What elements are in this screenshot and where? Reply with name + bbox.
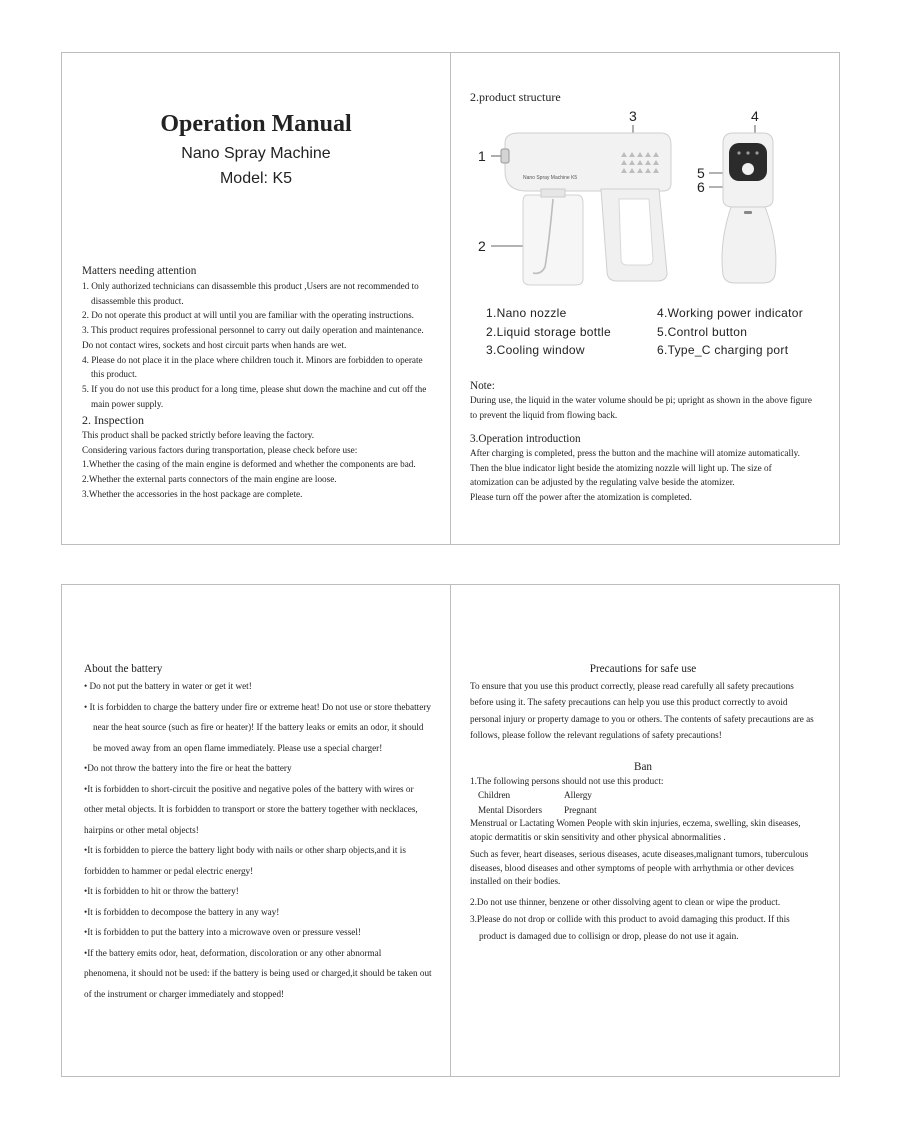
ban-line: Menstrual or Lactating Women People with skin injuries, eczema, swelling, skin diseases,	[470, 818, 801, 828]
attention-line: this product.	[91, 369, 137, 380]
precautions-text	[470, 678, 835, 743]
ban-line: atopic dermatitis or skin sensitivity and other physical abnormalities .	[470, 831, 726, 842]
attention-list	[82, 279, 442, 411]
battery-list	[84, 676, 446, 1004]
battery-line: •If the battery emits odor, heat, deformation, discoloration or any other abnormal	[84, 947, 382, 958]
bottom-spread	[61, 584, 840, 1077]
precautions-line: personal injury or property damage to you or others. The contents of safety precautions are as	[470, 713, 814, 724]
ban-person: Children	[478, 790, 511, 800]
device-label: Nano Spray Machine K5	[523, 175, 578, 181]
battery-line: forbidden to hammer or pedal electric energy!	[84, 865, 254, 876]
precautions-heading: Precautions for safe use	[589, 663, 697, 675]
battery-line: phenomena, it should not be used: if the battery is being used or charged,it should be taken out	[84, 968, 432, 978]
callout-6: 6	[697, 179, 705, 195]
attention-line: 2. Do not operate this product at will until you are familiar with the operating instructions.	[82, 310, 414, 321]
inspection-list	[82, 428, 442, 502]
inspection-line: Considering various factors during transportation, please check before use:	[82, 444, 358, 455]
ban-person: Mental Disorders	[478, 804, 543, 815]
page-structure	[451, 53, 839, 544]
page-cover	[62, 53, 450, 544]
product-illustration	[461, 103, 791, 293]
part-item: 6.Type_C charging port	[657, 343, 789, 357]
inspection-line: 3.Whether the accessories in the host package are complete.	[82, 488, 303, 499]
battery-line: near the heat source (such as fire or heater)! If the battery leaks or emits an odor, it should	[93, 722, 424, 732]
page-precautions	[451, 585, 839, 1076]
battery-line: • It is forbidden to charge the battery under fire or extreme heat! Do not use or store thebattery	[84, 701, 431, 712]
ban-person: Allergy	[564, 790, 592, 800]
battery-heading: About the battery	[84, 663, 163, 675]
attention-heading: Matters needing attention	[82, 265, 197, 277]
part-item: 3.Cooling window	[486, 343, 585, 357]
note-line: During use, the liquid in the water volume should be pi; upright as shown in the above figure	[470, 395, 812, 405]
ban-line: Such as fever, heart diseases, serious diseases, acute diseases,malignant tumors, tuberculous	[470, 849, 809, 860]
product-name: Nano Spray Machine	[181, 145, 331, 162]
part-item: 5.Control button	[657, 324, 748, 339]
attention-line: 4. Please do not place it in the place where children touch it. Minors are forbidden to operate	[82, 354, 423, 365]
operation-heading: 3.Operation introduction	[470, 433, 581, 445]
top-spread	[61, 52, 840, 545]
inspection-line: This product shall be packed strictly before leaving the factory.	[82, 430, 315, 440]
callout-1: 1	[478, 148, 486, 164]
note-heading: Note:	[470, 380, 495, 392]
battery-line: • Do not put the battery in water or get it wet!	[84, 681, 252, 691]
battery-line: •It is forbidden to pierce the battery light body with nails or other sharp objects,and it is	[84, 845, 406, 855]
inspection-line: 1.Whether the casing of the main engine is deformed and whether the components are bad.	[82, 459, 416, 470]
ban-item-3: 3.Please do not drop or collide with this product to avoid damaging this product. If this	[470, 913, 790, 924]
ban-item-3-cont: product is damaged due to collisign or drop, please do not use it again.	[479, 930, 739, 941]
battery-line: •Do not throw the battery into the fire or heat the battery	[84, 763, 292, 773]
callout-5: 5	[697, 165, 705, 181]
ban-text	[470, 817, 835, 945]
operation-line: Then the blue indicator light beside the atomizing nozzle will light up. The size of	[470, 462, 772, 473]
structure-heading: 2.product structure	[470, 90, 561, 104]
ban-intro: 1.The following persons should not use this product:	[470, 776, 664, 786]
ban-item-2: 2.Do not use thinner, benzene or other dissolving agent to clean or wipe the product.	[470, 896, 781, 907]
battery-line: •It is forbidden to short-circuit the positive and negative poles of the battery with wires or	[84, 783, 414, 794]
ban-persons	[478, 788, 678, 817]
page-battery	[62, 585, 450, 1076]
parts-col-left	[486, 304, 611, 360]
battery-line: •It is forbidden to decompose the battery in any way!	[84, 906, 280, 917]
operation-line: atomization can be adjusted by the regulating valve beside the atomizer.	[470, 477, 735, 488]
precautions-line: before using it. The safety precautions can help you use this product correctly to avoid	[470, 697, 788, 708]
callout-2: 2	[478, 238, 486, 254]
inspection-heading: 2. Inspection	[82, 413, 144, 427]
manual-title: Operation Manual	[160, 111, 352, 137]
part-item: 1.Nano nozzle	[486, 306, 567, 320]
attention-line: 3. This product requires professional personnel to carry out daily operation and maintenance.	[82, 325, 424, 336]
battery-line: hairpins or other metal objects!	[84, 824, 199, 835]
callout-3: 3	[629, 108, 637, 124]
operation-text	[470, 446, 835, 505]
ban-person: Pregnant	[564, 804, 597, 815]
model-label: Model: K5	[219, 170, 293, 187]
attention-line: 1. Only authorized technicians can disassemble this product ,Users are not recommended to	[82, 281, 419, 291]
battery-line: •It is forbidden to put the battery into a microwave oven or pressure vessel!	[84, 927, 361, 937]
battery-line: other metal objects. It is forbidden to transport or store the battery together with necklaces,	[84, 804, 418, 814]
note-line: to prevent the liquid from flowing back.	[470, 409, 618, 420]
parts-col-right	[657, 304, 803, 360]
part-item: 4.Working power indicator	[657, 306, 804, 320]
ban-line: installed on their bodies.	[470, 876, 561, 887]
precautions-line: To ensure that you use this product correctly, please read carefully all safety precautions	[470, 681, 794, 691]
inspection-line: 2.Whether the external parts connectors of the main engine are loose.	[82, 474, 337, 485]
operation-line: After charging is completed, press the button and the machine will atomize automatically.	[470, 448, 800, 458]
attention-line: Do not contact wires, sockets and host circuit parts when hands are wet.	[82, 339, 347, 350]
callout-4: 4	[751, 108, 759, 124]
precautions-line: follows, please follow the relevant regulations of safety precautions!	[470, 729, 722, 740]
attention-line: 5. If you do not use this product for a long time, please shut down the machine and cut off the	[82, 383, 427, 394]
battery-line: •It is forbidden to hit or throw the battery!	[84, 886, 239, 896]
ban-line: diseases, blood diseases and other symptoms of people with arrhythmia or other devices	[470, 862, 794, 873]
attention-line: disassemble this product.	[91, 295, 184, 306]
battery-line: of the instrument or charger immediately and stopped!	[84, 988, 285, 999]
ban-heading: Ban	[633, 761, 653, 773]
part-item: 2.Liquid storage bottle	[486, 324, 611, 339]
battery-line: be moved away from an open flame immediately. Please use a special charger!	[93, 742, 383, 753]
attention-line: main power supply.	[91, 398, 164, 409]
operation-line: Please turn off the power after the atomization is completed.	[470, 492, 692, 503]
note-text	[470, 393, 835, 422]
